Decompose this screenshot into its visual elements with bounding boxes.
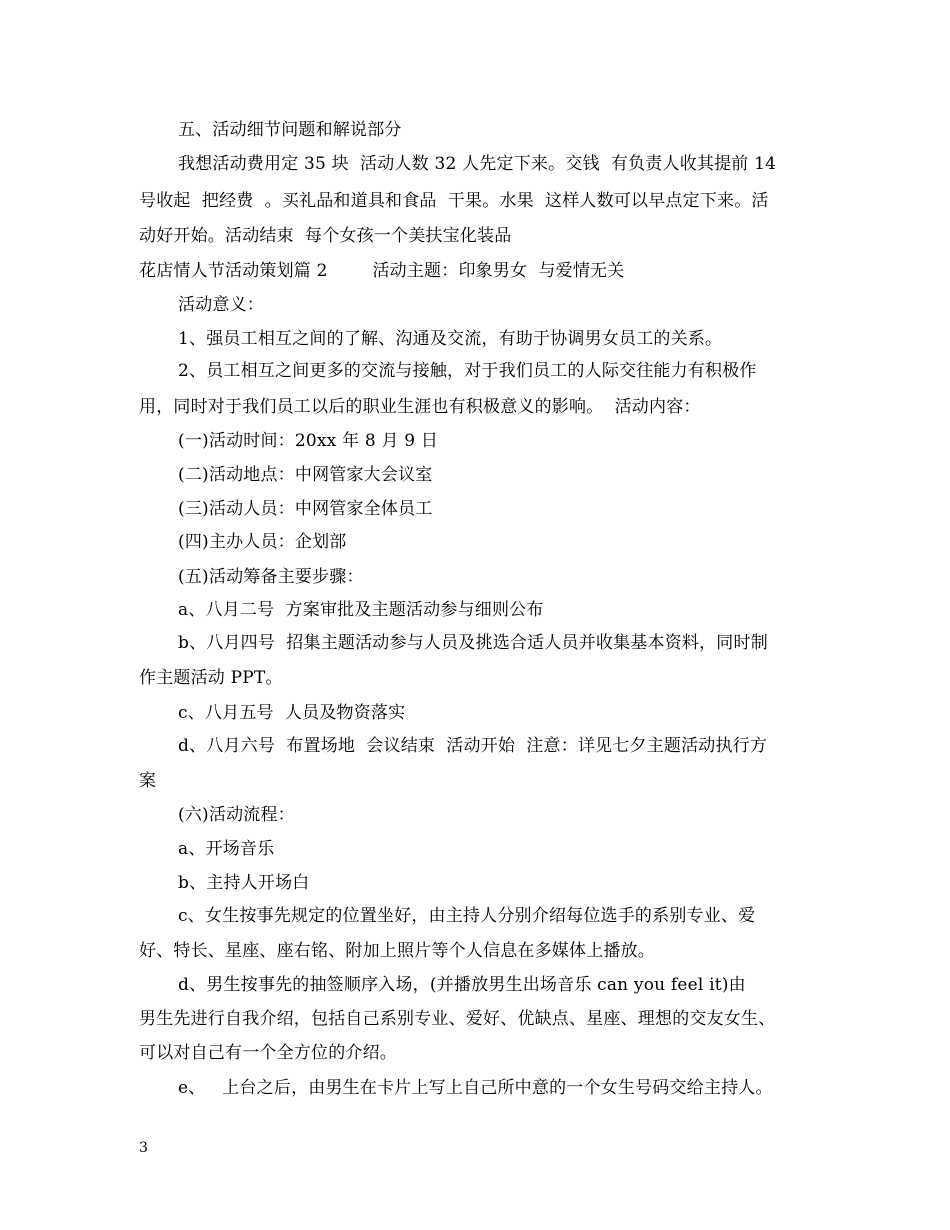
section-heading: 花店情人节活动策划篇 2 活动主题：印象男女 与爱情无关	[139, 261, 625, 281]
text-line: c、女生按事先规定的位置坐好，由主持人分别介绍每位选手的系别专业、爱	[178, 906, 756, 926]
text-line: e、 上台之后，由男生在卡片上写上自己所中意的一个女生号码交给主持人。	[178, 1078, 773, 1098]
text-line: (二)活动地点：中网管家大会议室	[178, 465, 433, 485]
text-line: 号收起 把经费 。买礼品和道具和食品 干果。水果 这样人数可以早点定下来。活	[139, 191, 769, 211]
page-number: 3	[139, 1140, 148, 1156]
text-line: c、八月五号 人员及物资落实	[178, 703, 406, 723]
text-line: 好、特长、星座、座右铭、附加上照片等个人信息在多媒体上播放。	[139, 941, 655, 961]
text-line: 可以对自己有一个全方位的介绍。	[139, 1043, 397, 1063]
text-line: (一)活动时间：20xx 年 8 月 9 日	[178, 431, 439, 451]
text-line: d、八月六号 布置场地 会议结束 活动开始 注意：详见七夕主题活动执行方	[178, 736, 768, 756]
text-line: 作主题活动 PPT。	[139, 668, 283, 688]
text-line: a、开场音乐	[178, 839, 275, 859]
text-line: b、主持人开场白	[178, 873, 310, 893]
text-line: 案	[139, 771, 157, 791]
text-line: (三)活动人员：中网管家全体员工	[178, 499, 433, 519]
text-line: a、八月二号 方案审批及主题活动参与细则公布	[178, 600, 544, 620]
text-line: 男生先进行自我介绍，包括自己系别专业、爱好、优缺点、星座、理想的交友女生、	[139, 1009, 776, 1029]
text-line: 1、强员工相互之间的了解、沟通及交流，有助于协调男女员工的关系。	[178, 329, 723, 349]
text-line: 活动意义：	[178, 295, 264, 315]
text-line: (六)活动流程：	[178, 805, 295, 825]
text-line: (四)主办人员：企划部	[178, 532, 347, 552]
text-line: 用，同时对于我们员工以后的职业生涯也有积极意义的影响。 活动内容：	[139, 397, 701, 417]
text-line: 我想活动费用定 35 块 活动人数 32 人先定下来。交钱 有负责人收其提前 14	[178, 154, 777, 174]
text-line: d、男生按事先的抽签顺序入场，(并播放男生出场音乐 can you feel it)由	[178, 975, 746, 995]
text-line: b、八月四号 招集主题活动参与人员及挑选合适人员并收集基本资料，同时制	[178, 633, 768, 653]
text-line: 2、员工相互之间更多的交流与接触，对于我们员工的人际交往能力有积极作	[178, 361, 757, 381]
text-line: 五、活动细节问题和解说部分	[178, 120, 402, 140]
text-line: (五)活动筹备主要步骤：	[178, 567, 364, 587]
text-line: 动好开始。活动结束 每个女孩一个美扶宝化装品	[139, 226, 512, 246]
